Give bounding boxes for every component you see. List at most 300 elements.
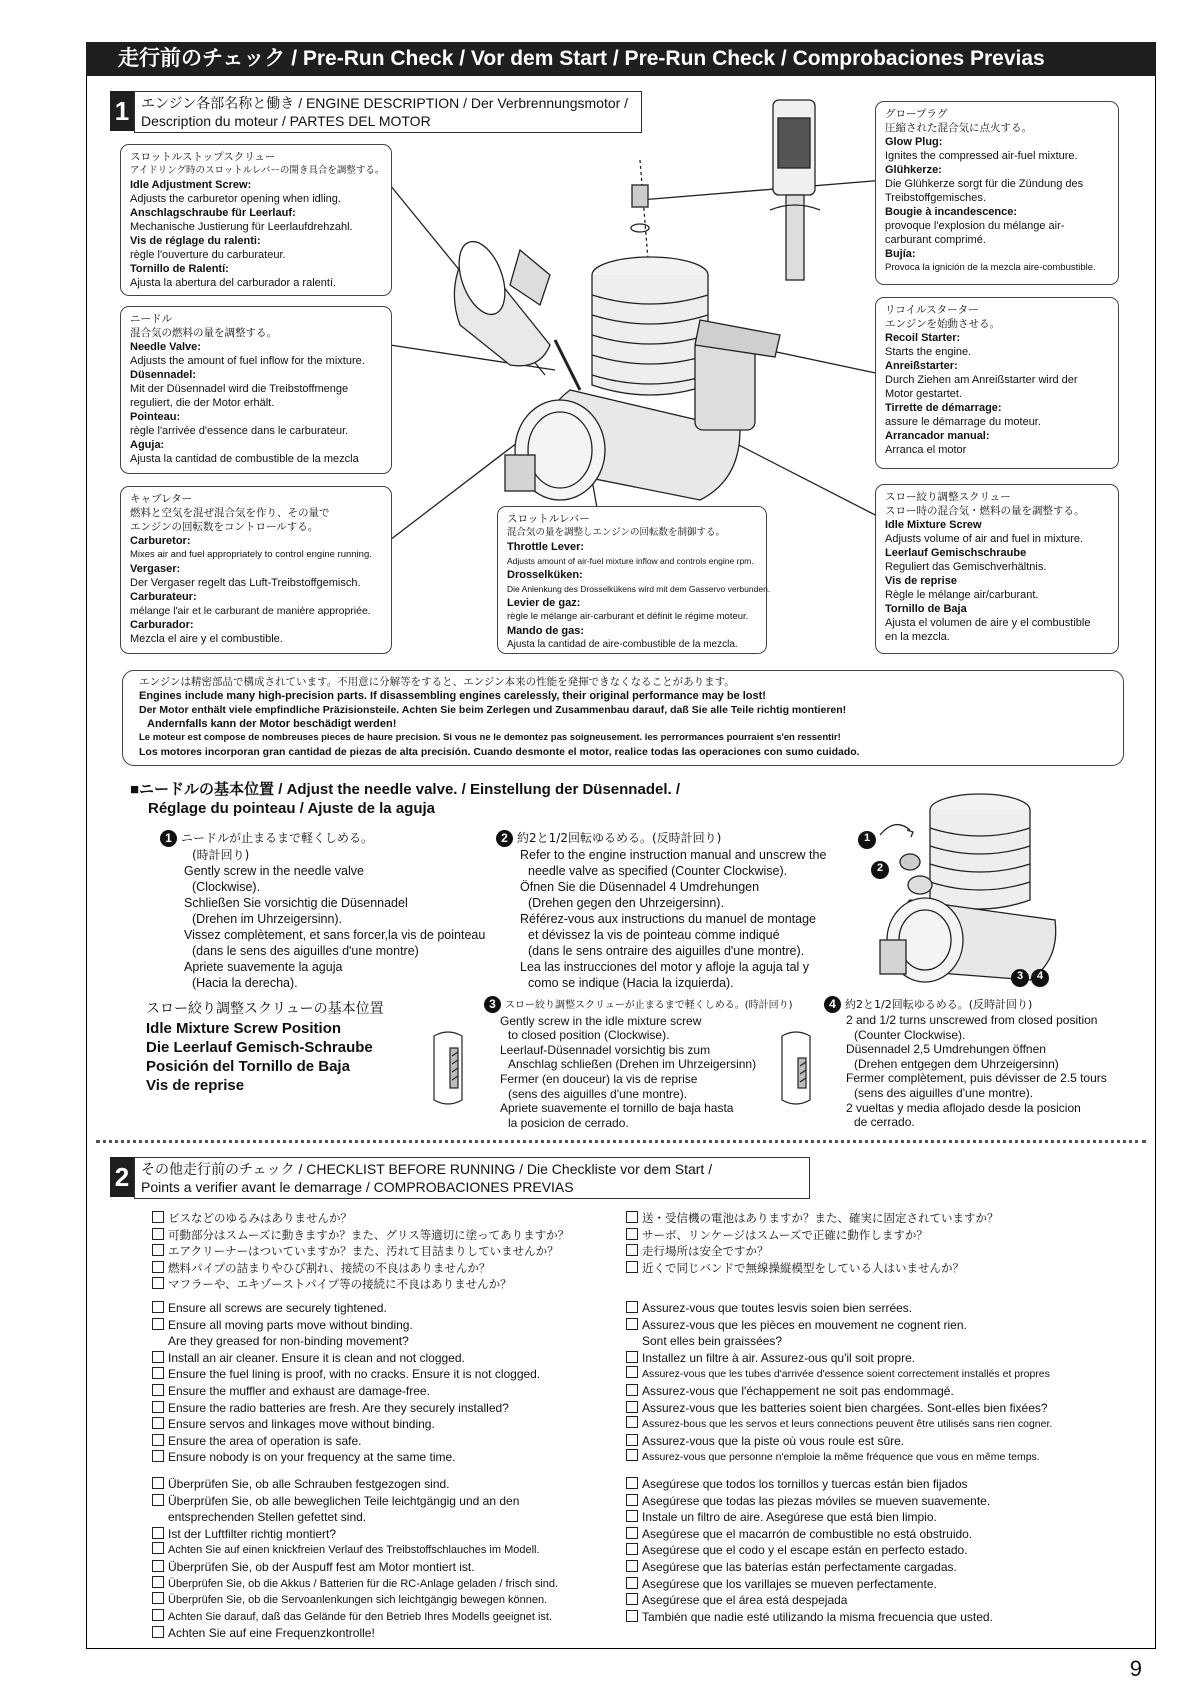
recoil-en-desc: Starts the engine.: [885, 346, 972, 358]
checkbox[interactable]: [626, 1577, 638, 1589]
step2-en1: Refer to the engine instruction manual and unscrew the: [520, 848, 827, 862]
idle-screw-es-title: Tornillo de Ralentí:: [130, 263, 229, 275]
check-label: Ensure nobody is on your frequency at the same time.: [168, 1450, 456, 1465]
check-item[interactable]: [152, 1366, 540, 1383]
throttle-es-title: Mando de gas:: [507, 625, 585, 637]
throttle-de-desc: Die Anlenkung des Drosselkükens wird mit dem Gasservo verbunden.: [507, 584, 771, 594]
checkbox[interactable]: [626, 1244, 638, 1256]
check-label: Assurez-vous que les batteries soient bien chargées. Sont-elles bien fixées?: [642, 1400, 1048, 1415]
check-label: Überprüfen Sie, ob die Servoanlenkungen sich leichtgängig bewegen können.: [168, 1594, 548, 1607]
check-item[interactable]: [626, 1416, 1052, 1433]
check-label: Assurez-vous que l'échappement ne soit pas endommagé.: [642, 1383, 954, 1398]
step-3-marker: 3: [484, 996, 501, 1013]
throttle-jp-desc: 混合気の量を調整しエンジンの回転数を制御する。: [507, 527, 726, 538]
glow-fr-title: Bougie à incandescence:: [885, 206, 1018, 218]
step4-fr1: Fermer complètement, puis dévisser de 2.5 tours: [846, 1071, 1107, 1086]
carb-jp-desc1: 燃料と空気を混ぜ混合気を作り、その量で: [130, 507, 330, 519]
carb-en-desc: Mixes air and fuel appropriately to control engine running.: [130, 549, 372, 560]
check-item[interactable]: [152, 1300, 540, 1317]
check-item[interactable]: [626, 1300, 1052, 1317]
check-item[interactable]: [626, 1526, 993, 1543]
step4-es1: 2 vueltas y media aflojado desde la posicion: [846, 1100, 1081, 1115]
step4-es2: de cerrado.: [854, 1115, 915, 1130]
glow-plug-box: [875, 101, 1119, 285]
checkbox[interactable]: [152, 1592, 164, 1604]
check-label: Achten Sie darauf, daß das Gelände für den Betrieb Ihres Modells geeignet ist.: [168, 1610, 553, 1623]
checkbox[interactable]: [626, 1228, 638, 1240]
needle-title-line1: ■ニードルの基本位置 / Adjust the needle valve. / Einstellung der Düsennadel. /: [130, 781, 680, 798]
checkbox[interactable]: [626, 1610, 638, 1622]
check-label: Ensure the fuel lining is proof, with no cracks. Ensure it is not clogged.: [168, 1367, 541, 1382]
check-label: Überprüfen Sie, ob der Auspuff fest am Motor montiert ist.: [168, 1559, 475, 1574]
mix-es-desc2: en la mezcla.: [885, 631, 950, 643]
glow-de-desc2: Treibstoffgemisches.: [885, 192, 986, 204]
idle-mixture-screw-box: [875, 484, 1119, 654]
glow-es-title: Bujía:: [885, 248, 916, 260]
idle-screw-de-desc: Mechanische Justierung für Leerlaufdrehzahl.: [130, 221, 353, 233]
carb-de-desc: Der Vergaser regelt das Luft-Treibstoffgemisch.: [130, 577, 361, 589]
check-item[interactable]: [152, 1592, 558, 1609]
illus-marker-1: 1: [863, 832, 871, 844]
idle-screw-jp-title: スロットルストップスクリュー: [130, 151, 276, 163]
checklist-jp-right: [626, 1210, 999, 1276]
check-item[interactable]: [626, 1449, 1052, 1466]
recoil-en-title: Recoil Starter:: [885, 332, 961, 344]
check-item[interactable]: [152, 1625, 558, 1642]
check-item[interactable]: [626, 1509, 993, 1526]
check-item[interactable]: [152, 1449, 540, 1466]
check-label: 送・受信機の電池はありますか？また、確実に固定されていますか？: [642, 1211, 999, 1225]
throttle-de-title: Drosselküken:: [507, 569, 583, 581]
check-label: Ensure the radio batteries are fresh. Are they securely installed?: [168, 1400, 509, 1415]
glow-jp-title: グロープラグ: [885, 108, 948, 120]
throttle-en-desc: Adjusts amount of air-fuel mixture inflow and controls engine rpm.: [507, 556, 754, 566]
check-item[interactable]: [626, 1243, 999, 1260]
step2-fr1: Référez-vous aux instructions du manuel de montage: [520, 912, 816, 926]
checkbox[interactable]: [152, 1318, 164, 1330]
idle-adjustment-screw-box: [120, 144, 392, 296]
checkbox[interactable]: [152, 1560, 164, 1572]
checkbox[interactable]: [626, 1416, 638, 1428]
check-item[interactable]: [152, 1383, 540, 1400]
step4-fr2: (sens des aiguilles d'une montre).: [854, 1085, 1034, 1100]
checklist-fr: [626, 1300, 1052, 1466]
checkbox[interactable]: [626, 1211, 638, 1223]
page-number: 9: [1129, 1656, 1142, 1681]
section-1-number: 1: [110, 91, 134, 131]
checklist-jp-left: [152, 1210, 569, 1293]
check-label: サーボ、リンケージはスムーズで正確に動作しますか？: [642, 1227, 928, 1242]
check-item[interactable]: [626, 1433, 1052, 1450]
carb-de-title: Vergaser:: [130, 563, 181, 575]
check-item[interactable]: [152, 1576, 558, 1593]
checklist-en: [152, 1300, 540, 1466]
glow-en-title: Glow Plug:: [885, 136, 943, 148]
check-label: Asegúrese que todos los tornillos y tuercas están bien fijados: [642, 1477, 968, 1491]
idle-screw-de-title: Anschlagschraube für Leerlauf:: [130, 207, 296, 219]
idle-mixture-position-title: [146, 1000, 384, 1095]
check-item[interactable]: [152, 1210, 569, 1227]
check-label: Asegúrese que el área está despejada: [642, 1593, 848, 1608]
carb-jp-desc2: エンジンの回転数をコントロールする。: [130, 521, 319, 533]
mix-en-desc: Adjusts volume of air and fuel in mixture.: [885, 533, 1084, 545]
check-label: ビスなどのゆるみはありませんか？: [168, 1211, 352, 1225]
warning-es: Los motores incorporan gran cantidad de piezas de alta precisión. Cuando desmonte el motor, realice todas las operaciones con sumo cuidado.: [139, 746, 860, 758]
glow-de-desc1: Die Glühkerze sorgt für die Zündung des: [885, 178, 1084, 190]
needle-valve-box: [120, 306, 392, 474]
needle-de-desc2: reguliert, die der Motor erhält.: [130, 397, 275, 409]
check-item[interactable]: [626, 1227, 999, 1244]
step1-es1: Apriete suavemente la aguja: [184, 960, 343, 974]
check-item[interactable]: [152, 1227, 569, 1244]
step2-en2: needle valve as specified (Counter Clockwise).: [528, 864, 788, 878]
throttle-lever-box: [497, 506, 771, 654]
mix-es-title: Tornillo de Baja: [885, 603, 967, 615]
section-2-number: 2: [110, 1157, 134, 1197]
check-item[interactable]: [626, 1383, 1052, 1400]
recoil-fr-title: Tirrette de démarrage:: [885, 402, 1002, 414]
step2-es2: como se indique (Hacia la izquierda).: [528, 976, 734, 990]
mix-jp-title: スロー絞り調整スクリュー: [885, 491, 1011, 503]
check-item[interactable]: [626, 1609, 993, 1626]
step1-de1: Schließen Sie vorsichtig die Düsennadel: [184, 896, 408, 910]
checkbox[interactable]: [152, 1384, 164, 1396]
check-label: 走行場所は安全ですか？: [642, 1244, 769, 1259]
step3-fr2: (sens des aiguilles d'une montre).: [508, 1086, 688, 1101]
recoil-es-title: Arrancador manual:: [885, 430, 990, 442]
checkbox[interactable]: [626, 1351, 638, 1363]
check-label: 可動部分はスムーズに動きますか？また、グリス等適切に塗ってありますか？: [168, 1227, 570, 1242]
step3-jp: スロー絞り調整スクリューが止まるまで軽くしめる。(時計回り): [505, 1000, 793, 1011]
check-item[interactable]: [626, 1350, 1052, 1367]
mix-de-desc: Reguliert das Gemischverhältnis.: [885, 561, 1047, 573]
check-label-continued: Sont elles bein graissées?: [642, 1334, 783, 1349]
idle-screw-closed-diagram: [428, 1028, 468, 1108]
check-label: Überprüfen Sie, ob die Akkus / Batterien für die RC-Anlage geladen / frisch sind.: [168, 1577, 559, 1590]
check-item[interactable]: [626, 1542, 993, 1559]
check-item[interactable]: [626, 1476, 993, 1493]
step4-de1: Düsennadel 2,5 Umdrehungen öffnen: [846, 1042, 1046, 1057]
check-label: マフラーや、エキゾーストパイプ等の接続に不良はありませんか？: [168, 1277, 512, 1292]
checkbox[interactable]: [626, 1401, 638, 1413]
step-1-marker: 1: [160, 830, 177, 847]
section-2-heading-line2: Points a verifier avant le demarrage / COMPROBACIONES PREVIAS: [141, 1179, 574, 1195]
recoil-de-desc1: Durch Ziehen am Anreißstarter wird der: [885, 374, 1078, 386]
check-label: 近くで同じバンドで無線操縦模型をしている人はいませんか？: [642, 1260, 964, 1275]
step3-es1: Apriete suavemente el tornillo de baja hasta: [500, 1101, 734, 1116]
throttle-fr-title: Levier de gaz:: [507, 597, 581, 609]
throttle-jp-title: スロットルレバー: [507, 513, 590, 525]
warning-de2: Andernfalls kann der Motor beschädigt werden!: [147, 718, 397, 730]
checkbox[interactable]: [152, 1542, 164, 1554]
needle-en-desc: Adjusts the amount of fuel inflow for the mixture.: [130, 355, 365, 367]
carb-jp-title: キャブレター: [130, 493, 193, 505]
page-title: 走行前のチェック / Pre-Run Check / Vor dem Start / Pre-Run Check / Comprobaciones Previas: [86, 42, 1156, 76]
checkbox[interactable]: [152, 1450, 164, 1462]
check-label: Assurez-bous que les servos et leurs connections peuvent être utilisés sans rien cogner.: [642, 1418, 1053, 1431]
step1-fr1: Vissez complètement, et sans forcer,la vis de pointeau: [184, 928, 486, 942]
step3-de1: Leerlauf-Düsennadel vorsichtig bis zum: [500, 1042, 711, 1057]
checkbox[interactable]: [626, 1434, 638, 1446]
check-label: Achten Sie auf eine Frequenzkontrolle!: [168, 1626, 375, 1641]
needle-step-1: [160, 830, 485, 991]
carb-es-title: Carburador:: [130, 619, 194, 631]
checkbox[interactable]: [626, 1301, 638, 1313]
illus-marker-2: 2: [876, 862, 884, 874]
carburetor-box: [120, 486, 392, 654]
idle-screw-es-desc: Ajusta la abertura del carburador a ralentí.: [130, 277, 337, 289]
idle-screw-jp-desc: アイドリング時のスロットルレバーの開き具合を調整する。: [130, 165, 385, 176]
idle-pos-de: Die Leerlauf Gemisch-Schraube: [146, 1039, 373, 1056]
illus-marker-4: 4: [1036, 970, 1044, 982]
idle-screw-en-desc: Adjusts the carburetor opening when idling.: [130, 193, 341, 205]
step3-fr1: Fermer (en douceur) la vis de reprise: [500, 1071, 698, 1086]
mix-de-title: Leerlauf Gemischschraube: [885, 547, 1027, 559]
check-item[interactable]: [152, 1559, 558, 1576]
warning-box: [122, 670, 1124, 766]
idle-screw-fr-desc: règle l'ouverture du carburateur.: [130, 249, 286, 261]
checkbox[interactable]: [152, 1367, 164, 1379]
warning-jp: エンジンは精密部品で構成されています。不用意に分解等をすると、エンジン本来の性能を発揮できなくなることがあります。: [139, 676, 735, 688]
mix-en-title: Idle Mixture Screw: [885, 519, 982, 531]
throttle-fr-desc: règle le mélange air-carburant et définit le régime moteur.: [507, 611, 749, 622]
mix-fr-title: Vis de reprise: [885, 575, 957, 587]
check-label: Ensure all moving parts move without binding.: [168, 1317, 413, 1332]
glow-es-desc: Provoca la ignición de la mezcla aire-combustible.: [885, 262, 1096, 273]
checkbox[interactable]: [152, 1609, 164, 1621]
check-item[interactable]: [626, 1210, 999, 1227]
glow-fr-desc1: provoque l'explosion du mélange air-: [885, 220, 1065, 232]
checkbox[interactable]: [152, 1261, 164, 1273]
step1-es2: (Hacia la derecha).: [192, 976, 298, 990]
step1-en2: (Clockwise).: [192, 880, 261, 894]
checkbox[interactable]: [626, 1510, 638, 1522]
needle-adjust-title: [130, 780, 680, 818]
checkbox[interactable]: [152, 1626, 164, 1638]
checkbox[interactable]: [626, 1261, 638, 1273]
warning-fr: Le moteur est compose de nombreuses pieces de haure precision. Si vous ne le demontez pas soigneusement. les perrormances pourraient s'en ressentir!: [139, 732, 841, 743]
check-label: Überprüfen Sie, ob alle Schrauben festgezogen sind.: [168, 1477, 450, 1491]
mix-jp-desc: スロー時の混合気・燃料の量を調整する。: [885, 505, 1085, 517]
check-label: Ist der Luftfilter richtig montiert?: [168, 1526, 337, 1541]
step1-jp2: (時計回り): [192, 848, 250, 862]
check-label-continued: entsprechenden Stellen gefettet sind.: [168, 1510, 367, 1525]
check-label: Asegúrese que el macarrón de combustible no está obstruido.: [642, 1526, 973, 1541]
step4-jp: 約2と1/2回転ゆるめる。(反時計回り): [845, 998, 1033, 1011]
check-item[interactable]: [152, 1542, 558, 1559]
checkbox[interactable]: [152, 1576, 164, 1588]
check-item[interactable]: [626, 1576, 993, 1593]
glow-en-desc: Ignites the compressed air-fuel mixture.: [885, 150, 1078, 162]
mix-fr-desc: Règle le mélange air/carburant.: [885, 589, 1039, 601]
checkbox[interactable]: [626, 1449, 638, 1461]
step3-en2: to closed position (Clockwise).: [508, 1028, 670, 1043]
check-label: También que nadie esté utilizando la misma frecuencia que usted.: [642, 1609, 993, 1624]
check-label: Assurez-vous que les tubes d'arrivée d'essence soient correctement installés et propres: [642, 1368, 1050, 1381]
section-divider: [96, 1140, 1146, 1143]
checkbox[interactable]: [626, 1527, 638, 1539]
check-label: Asegúrese que el codo y el escape están en perfecto estado.: [642, 1543, 968, 1558]
checkbox[interactable]: [152, 1301, 164, 1313]
checkbox[interactable]: [626, 1494, 638, 1506]
check-label: Asegúrese que las baterías están perfectamente cargadas.: [642, 1559, 957, 1574]
check-label: Assurez-vous que toutes lesvis soien bien serrées.: [642, 1301, 913, 1315]
checkbox[interactable]: [626, 1384, 638, 1396]
idle-pos-es: Posición del Tornillo de Baja: [146, 1058, 350, 1075]
section-1-heading-line2: Description du moteur / PARTES DEL MOTOR: [141, 113, 431, 129]
step2-de1: Öfnen Sie die Düsennadel 4 Umdrehungen: [520, 880, 760, 894]
needle-title-line2: Réglage du pointeau / Ajuste de la aguja: [148, 800, 435, 817]
check-label: Überprüfen Sie, ob alle beweglichen Teile leichtgängig und an den: [168, 1493, 520, 1508]
step1-fr2: (dans le sens des aiguilles d'une montre): [192, 944, 419, 958]
needle-de-title: Düsennadel:: [130, 369, 197, 381]
checkbox[interactable]: [152, 1351, 164, 1363]
checkbox[interactable]: [152, 1417, 164, 1429]
checkbox[interactable]: [152, 1211, 164, 1223]
check-item[interactable]: [626, 1592, 993, 1609]
check-item[interactable]: [626, 1317, 1052, 1334]
check-label: Install an air cleaner. Ensure it is clean and not clogged.: [168, 1350, 465, 1365]
checklist-es: [626, 1476, 993, 1625]
check-item[interactable]: [626, 1559, 993, 1576]
carb-es-desc: Mezcla el aire y el combustible.: [130, 633, 283, 645]
check-item[interactable]: [152, 1243, 569, 1260]
section-1-heading-line1: エンジン各部名称と働き / ENGINE DESCRIPTION / Der Verbrennungsmotor /: [141, 95, 629, 111]
checkbox[interactable]: [626, 1593, 638, 1605]
check-item[interactable]: [152, 1493, 558, 1510]
check-label: Instale un filtro de aire. Asegúrese que está bien limpio.: [642, 1510, 937, 1525]
step3-es2: la posicion de cerrado.: [508, 1115, 629, 1130]
step3-en1: Gently screw in the idle mixture screw: [500, 1013, 702, 1028]
mix-es-desc1: Ajusta el volumen de aire y el combustible: [885, 617, 1091, 629]
needle-fr-title: Pointeau:: [130, 411, 181, 423]
idle-pos-jp: スロー絞り調整スクリューの基本位置: [146, 1001, 384, 1017]
check-item[interactable]: [152, 1609, 558, 1626]
throttle-en-title: Throttle Lever:: [507, 541, 585, 553]
carb-fr-desc: mélange l'air et le carburant de manière appropriée.: [130, 605, 371, 617]
step2-fr3: (dans le sens ontraire des aiguilles d'une montre).: [528, 944, 805, 958]
check-item[interactable]: [626, 1366, 1052, 1383]
recoil-es-desc: Arranca el motor: [885, 444, 967, 456]
recoil-de-title: Anreißstarter:: [885, 360, 958, 372]
checkbox[interactable]: [152, 1277, 164, 1289]
step2-de2: (Drehen gegen den Uhrzeigersinn).: [528, 896, 724, 910]
check-item[interactable]: [152, 1433, 540, 1450]
idle-screw-fr-title: Vis de réglage du ralenti:: [130, 235, 261, 247]
check-item[interactable]: [152, 1400, 540, 1417]
check-label: Ensure servos and linkages move without binding.: [168, 1417, 435, 1432]
checkbox[interactable]: [152, 1401, 164, 1413]
glow-fr-desc2: carburant comprimé.: [885, 234, 986, 246]
check-label: Ensure all screws are securely tightened.: [168, 1301, 387, 1315]
step-4-marker: 4: [824, 996, 841, 1013]
checkbox[interactable]: [626, 1366, 638, 1378]
needle-step-4: [824, 996, 1107, 1130]
check-label: Ensure the muffler and exhaust are damage-free.: [168, 1383, 430, 1398]
needle-es-title: Aguja:: [130, 439, 165, 451]
needle-en-title: Needle Valve:: [130, 341, 201, 353]
check-label: Ensure the area of operation is safe.: [168, 1433, 362, 1448]
recoil-starter-box: [875, 297, 1119, 469]
check-label: Assurez-vous que la piste où vous roule est sûre.: [642, 1433, 905, 1448]
checkbox[interactable]: [626, 1560, 638, 1572]
section-2-heading-line1: その他走行前のチェック / CHECKLIST BEFORE RUNNING / Die Checkliste vor dem Start /: [141, 1161, 713, 1177]
idle-pos-en: Idle Mixture Screw Position: [146, 1020, 342, 1037]
carb-fr-title: Carburateur:: [130, 591, 197, 603]
checkbox[interactable]: [152, 1228, 164, 1240]
check-item[interactable]: [152, 1476, 558, 1493]
idle-screw-en-title: Idle Adjustment Screw:: [130, 179, 252, 191]
check-item[interactable]: [152, 1317, 540, 1334]
warning-de1: Der Motor enthält viele empfindliche Präzisionsteile. Achten Sie beim Zerlegen und Zusammenbau darauf, daß Sie alle Teile richtig montieren!: [139, 704, 847, 716]
step4-en1: 2 and 1/2 turns unscrewed from closed position: [846, 1013, 1098, 1027]
check-item[interactable]: [152, 1276, 569, 1293]
check-label: 燃料パイプの詰まりやひび割れ、接続の不良はありませんか？: [168, 1260, 491, 1275]
step-2-marker: 2: [496, 830, 513, 847]
checkbox[interactable]: [152, 1434, 164, 1446]
recoil-jp-title: リコイルスターター: [885, 304, 979, 316]
throttle-es-desc: Ajusta la cantidad de aire-combustible de la mezcla.: [507, 639, 738, 650]
idle-screw-open-diagram: [776, 1028, 816, 1108]
needle-es-desc: Ajusta la cantidad de combustible de la mezcla: [130, 453, 359, 465]
check-item[interactable]: [152, 1350, 540, 1367]
check-item[interactable]: [152, 1260, 569, 1277]
illus-marker-3: 3: [1016, 970, 1024, 982]
needle-engine-illustration: [850, 780, 1080, 990]
checkbox[interactable]: [152, 1477, 164, 1489]
recoil-jp-desc: エンジンを始動させる。: [885, 318, 1000, 330]
step2-es1: Lea las instrucciones del motor y afloje la aguja tal y: [520, 960, 810, 974]
check-item[interactable]: [626, 1493, 993, 1510]
check-item[interactable]: [152, 1526, 558, 1543]
step1-de2: (Drehen im Uhrzeigersinn).: [192, 912, 343, 926]
needle-step-3: [484, 996, 793, 1130]
step2-jp: 約2と1/2回転ゆるめる。(反時計回り): [517, 831, 722, 845]
checkbox[interactable]: [152, 1527, 164, 1539]
warning-en: Engines include many high-precision parts. If disassembling engines carelessly, their original performance may be lost!: [139, 690, 766, 702]
checkbox[interactable]: [626, 1543, 638, 1555]
step4-de2: (Drehen entgegen dem Uhrzeigersinn): [854, 1056, 1059, 1071]
glow-jp-desc: 圧縮された混合気に点火する。: [885, 122, 1032, 134]
needle-jp-desc: 混合気の燃料の量を調整する。: [130, 327, 277, 339]
check-item[interactable]: [626, 1400, 1052, 1417]
step1-en1: Gently screw in the needle valve: [184, 864, 364, 878]
check-label: エアクリーナーはついていますか？また、汚れて目詰まりしていませんか？: [168, 1244, 559, 1259]
check-label: Assurez-vous que personne n'emploie la même fréquence que vous en même temps.: [642, 1451, 1040, 1464]
section-2-heading: [134, 1157, 810, 1199]
checkbox[interactable]: [152, 1494, 164, 1506]
check-item[interactable]: [152, 1416, 540, 1433]
check-label-continued: Are they greased for non-binding movement?: [168, 1334, 409, 1349]
check-item[interactable]: [626, 1260, 999, 1277]
check-label: Asegúrese que todas las piezas móviles se mueven suavemente.: [642, 1493, 991, 1508]
idle-pos-fr: Vis de reprise: [146, 1077, 245, 1094]
check-label: Installez un filtre à air. Assurez-ous qu'il soit propre.: [642, 1350, 916, 1365]
check-label: Assurez-vous que les pièces en mouvement ne cognent rien.: [642, 1317, 967, 1332]
check-label: Achten Sie auf einen knickfreien Verlauf des Treibstoffschlauches im Modell.: [168, 1544, 540, 1557]
step1-jp: ニードルが止まるまで軽くしめる。: [181, 831, 374, 845]
checkbox[interactable]: [626, 1318, 638, 1330]
checkbox[interactable]: [152, 1244, 164, 1256]
step3-de2: Anschlag schließen (Drehen im Uhrzeigersinn): [508, 1057, 757, 1072]
check-label: Asegúrese que los varillajes se mueven perfectamente.: [642, 1576, 937, 1591]
glow-de-title: Glühkerze:: [885, 164, 942, 176]
checklist-de: [152, 1476, 558, 1642]
carb-en-title: Carburetor:: [130, 535, 191, 547]
checkbox[interactable]: [626, 1477, 638, 1489]
needle-de-desc1: Mit der Düsennadel wird die Treibstoffmenge: [130, 383, 349, 395]
needle-step-2: [496, 830, 826, 991]
